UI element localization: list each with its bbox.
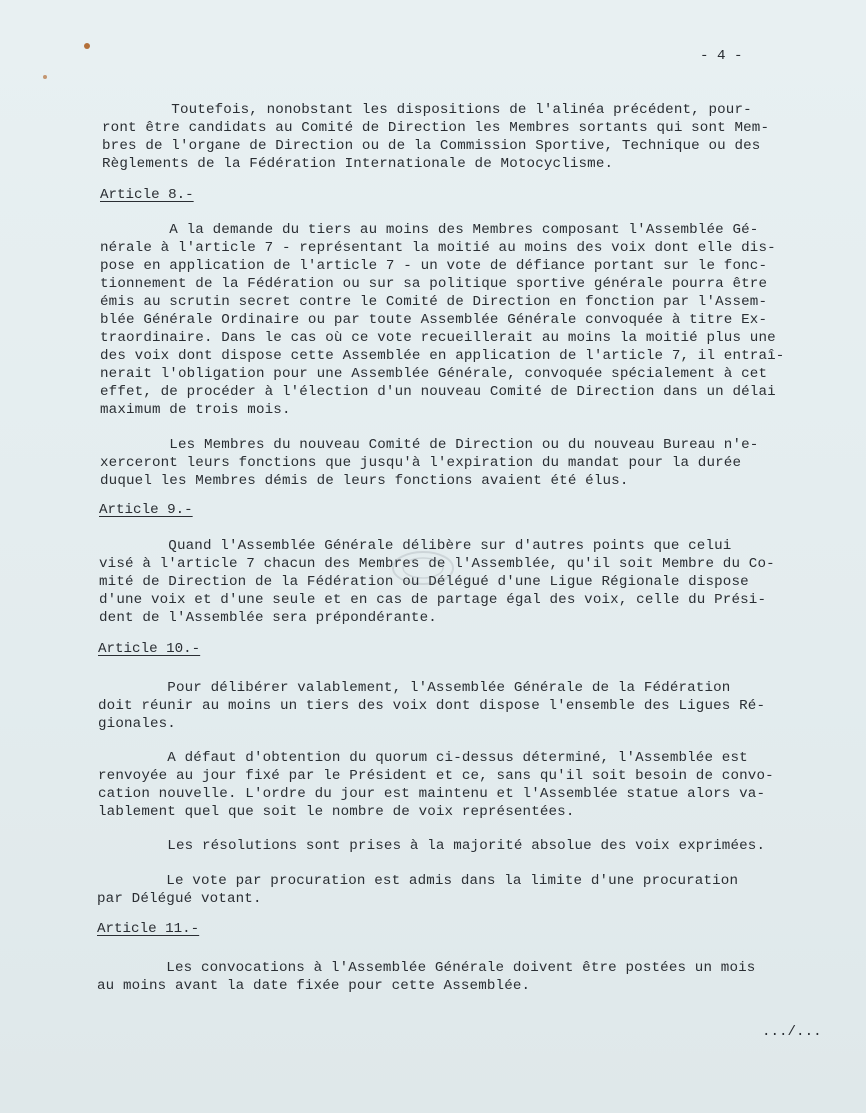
intro-line: Règlements de la Fédération Internationale de Motocyclisme.: [102, 156, 614, 172]
article-9-line: d'une voix et d'une seule et en cas de partage égal des voix, celle du Prési-: [99, 592, 767, 608]
article-8-line: émis au scrutin secret contre le Comité de Direction en fonction par l'Assem-: [100, 294, 768, 310]
article-8-line: nérale à l'article 7 - représentant la moitié au moins des voix dont elle dis-: [100, 240, 776, 256]
intro-line: Toutefois, nonobstant les dispositions de l'alinéa précédent, pour-: [102, 102, 752, 118]
article-8-line: traordinaire. Dans le cas où ce vote recueillerait au moins la moitié plus une: [100, 330, 776, 346]
article-10-line: doit réunir au moins un tiers des voix dont dispose l'ensemble des Ligues Ré-: [98, 698, 766, 714]
article-9-line: dent de l'Assemblée sera prépondérante.: [99, 610, 437, 626]
article-11-line: au moins avant la date fixée pour cette Assemblée.: [97, 978, 531, 994]
article-8-line: A la demande du tiers au moins des Membres composant l'Assemblée Gé-: [100, 222, 759, 238]
article-11-heading: Article 11.-: [97, 921, 200, 937]
article-8-line: effet, de procéder à l'élection d'un nouveau Comité de Direction dans un délai: [100, 384, 776, 400]
article-8-line: maximum de trois mois.: [100, 402, 291, 418]
article-10-line: Les résolutions sont prises à la majorité absolue des voix exprimées.: [98, 838, 766, 854]
article-11-line: Les convocations à l'Assemblée Générale doivent être postées un mois: [97, 960, 756, 976]
article-8-line: xerceront leurs fonctions que jusqu'à l'expiration du mandat pour la durée: [100, 455, 742, 471]
article-8-line: pose en application de l'article 7 - un vote de défiance portant sur le fonc-: [100, 258, 768, 274]
intro-line: ront être candidats au Comité de Direction les Membres sortants qui sont Mem-: [102, 120, 770, 136]
continuation-mark: .../...: [762, 1024, 822, 1040]
article-10-line: renvoyée au jour fixé par le Président et ce, sans qu'il soit besoin de convo-: [98, 768, 774, 784]
page-number: - 4 -: [700, 48, 743, 64]
intro-line: bres de l'organe de Direction ou de la Commission Sportive, Technique ou des: [102, 138, 761, 154]
article-8-line: Les Membres du nouveau Comité de Direction ou du nouveau Bureau n'e-: [100, 437, 759, 453]
article-8-heading: Article 8.-: [100, 187, 194, 203]
article-10-heading: Article 10.-: [98, 641, 201, 657]
punch-hole-small: [43, 75, 47, 79]
article-10-line: Pour délibérer valablement, l'Assemblée Générale de la Fédération: [98, 680, 731, 696]
article-8-line: des voix dont dispose cette Assemblée en application de l'article 7, il entraî-: [100, 348, 785, 364]
article-9-line: visé à l'article 7 chacun des Membres de l'Assemblée, qu'il soit Membre du Co-: [99, 556, 775, 572]
article-10-line: cation nouvelle. L'ordre du jour est maintenu et l'Assemblée statue alors va-: [98, 786, 766, 802]
article-10-line: Le vote par procuration est admis dans la limite d'une procuration: [97, 873, 739, 889]
article-9-line: Quand l'Assemblée Générale délibère sur d'autres points que celui: [99, 538, 732, 554]
faint-stamp-mark: [388, 548, 458, 588]
article-8-line: blée Générale Ordinaire ou par toute Assemblée Générale convoquée à titre Ex-: [100, 312, 768, 328]
article-8-line: duquel les Membres démis de leurs fonctions avaient été élus.: [100, 473, 629, 489]
article-8-line: tionnement de la Fédération ou sur sa politique sportive générale pourra être: [100, 276, 768, 292]
punch-hole-top: [84, 43, 90, 49]
article-9-heading: Article 9.-: [99, 502, 193, 518]
article-10-line: par Délégué votant.: [97, 891, 262, 907]
article-9-line: mité de Direction de la Fédération ou Délégué d'une Ligue Régionale dispose: [99, 574, 749, 590]
article-10-line: lablement quel que soit le nombre de voix représentées.: [98, 804, 575, 820]
article-10-line: A défaut d'obtention du quorum ci-dessus déterminé, l'Assemblée est: [98, 750, 748, 766]
article-10-line: gionales.: [98, 716, 176, 732]
article-8-line: nerait l'obligation pour une Assemblée Générale, convoquée spécialement à cet: [100, 366, 768, 382]
